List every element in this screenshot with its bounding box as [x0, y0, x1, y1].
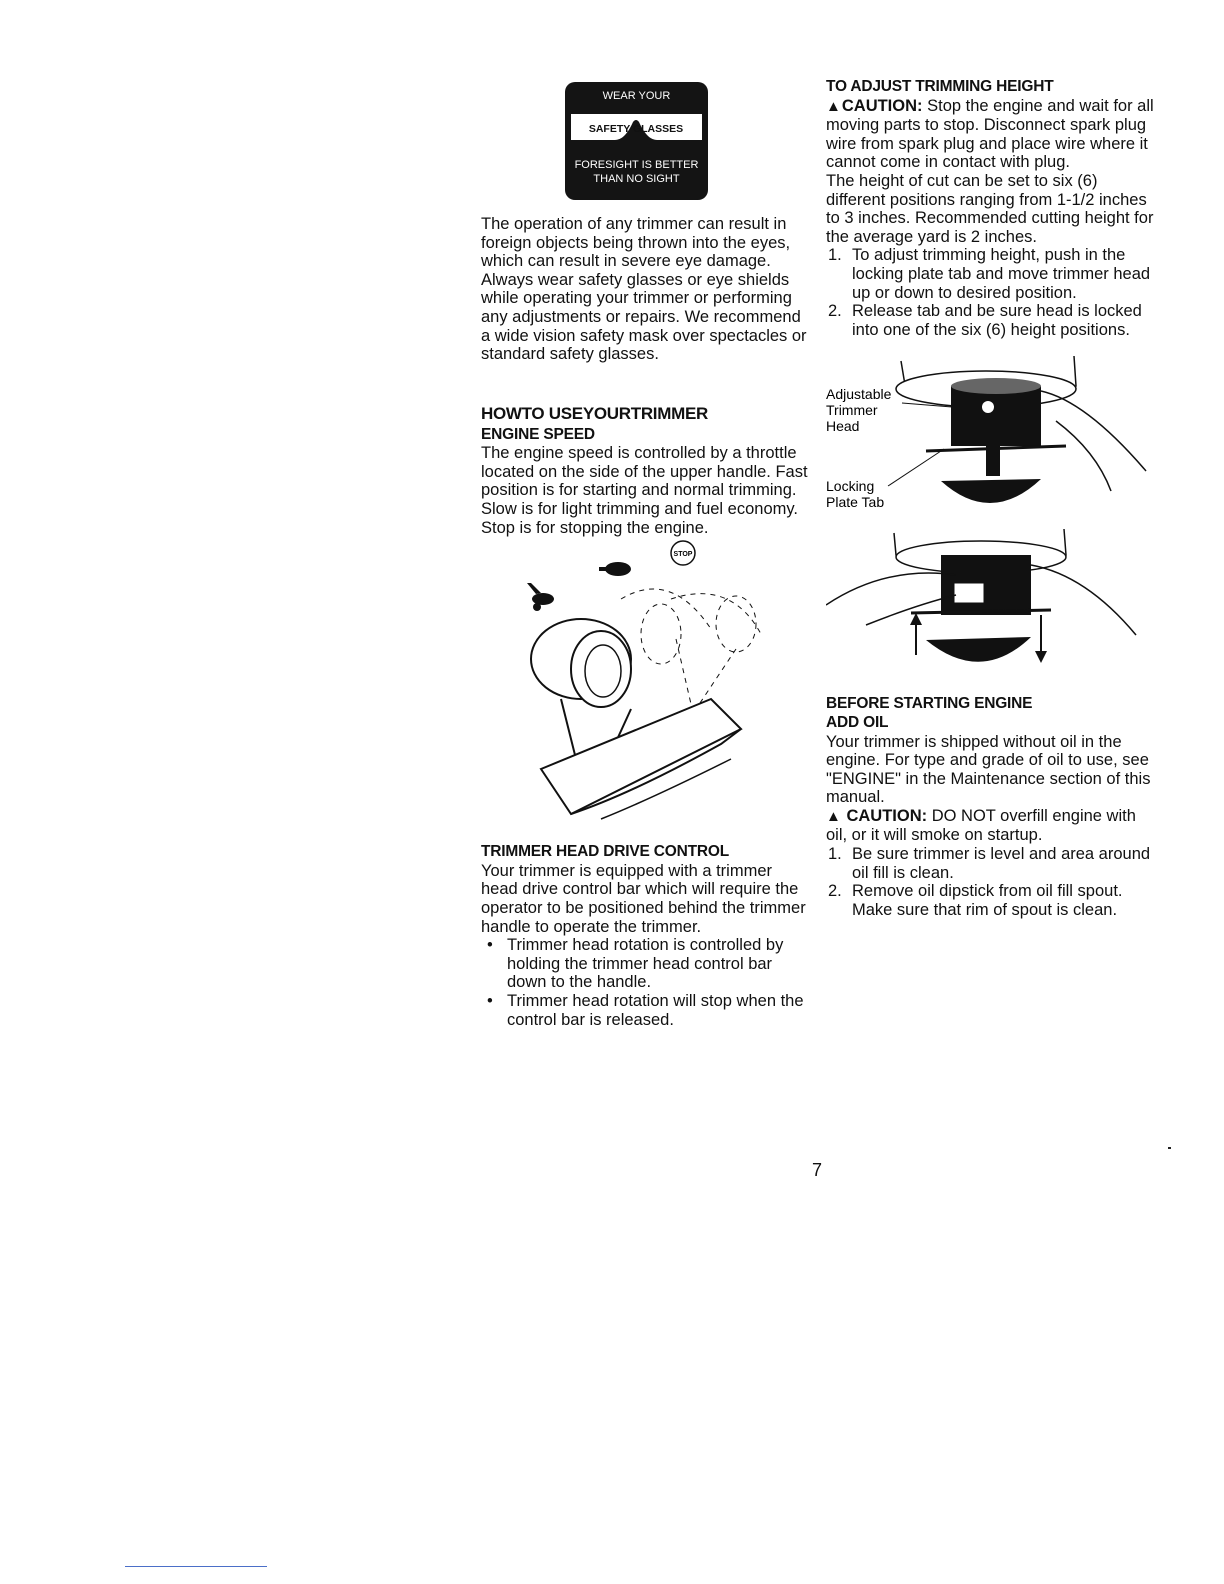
add-oil-heading: ADD OIL	[826, 713, 889, 731]
badge-line-1: WEAR YOUR	[602, 90, 671, 102]
stop-sign-icon	[671, 541, 695, 565]
before-starting-heading: BEFORE STARTING ENGINE	[826, 695, 1033, 713]
trimmer-head-figure-2	[826, 525, 1156, 685]
trimmer-head-figure-1	[826, 351, 1156, 521]
badge-band-text: SAFETY GLASSES	[588, 123, 684, 135]
list-item: • Trimmer head rotation is controlled by holding the trimmer head control bar down to the handle.	[487, 936, 784, 992]
throttle-illustration	[481, 539, 811, 839]
height-paragraph: The height of cut can be set to six (6) different positions ranging from 1-1/2 inches to 3 inches. Recommended cutting height for the average yard is 2 inches.	[826, 171, 1154, 246]
warning-icon: ▲	[826, 807, 841, 825]
stop-label: STOP	[673, 551, 693, 559]
list-item: 2. Release tab and be sure head is locked into one of the six (6) height positions.	[828, 302, 1142, 339]
list-item: 1. To adjust trimming height, push in the locking plate tab and move trimmer head up or down to desired position.	[828, 246, 1151, 302]
safety-glasses-icon	[569, 112, 704, 150]
oil-steps	[826, 845, 1156, 919]
stray-mark	[1168, 1147, 1171, 1149]
height-steps	[826, 246, 1156, 339]
caution-1: ▲CAUTION: Stop the engine and wait for all moving parts to stop. Disconnect spark plug wire from spark plug and place wire where it cannot come in contact with plug.	[826, 96, 1154, 172]
engine-speed-paragraph: The engine speed is controlled by a throttle located on the side of the upper handle. Fast position is for starting and normal trimming. Slow is for light trimming and fuel economy. Stop is for stopping the engine.	[481, 444, 808, 537]
label-head: Head	[826, 418, 860, 435]
drive-control-paragraph: Your trimmer is equipped with a trimmer head drive control bar which will require the operator to be positioned behind the trimmer handle to operate the trimmer.	[481, 861, 806, 936]
left-column	[481, 215, 811, 1029]
turtle-icon	[599, 562, 631, 576]
drive-control-bullets	[481, 936, 811, 1029]
list-item: 2. Remove oil dipstick from oil fill spout. Make sure that rim of spout is clean.	[828, 882, 1123, 919]
trimming-height-heading: TO ADJUST TRIMMING HEIGHT	[826, 78, 1054, 95]
footer-rule	[125, 1566, 267, 1567]
label-plate-tab: Plate Tab	[826, 494, 885, 511]
list-item: • Trimmer head rotation will stop when the control bar is released.	[487, 991, 804, 1029]
label-adjustable: Adjustable	[826, 386, 892, 403]
oil-paragraph: Your trimmer is shipped without oil in the engine. For type and grade of oil to use, see "ENGINE" in the Maintenance section of this manual.	[826, 732, 1151, 807]
drive-control-heading: TRIMMER HEAD DRIVE CONTROL	[481, 843, 729, 861]
right-column	[826, 78, 1156, 919]
engine-speed-heading: ENGINE SPEED	[481, 425, 595, 443]
caution-2: ▲ CAUTION: DO NOT overfill engine with oil, or it will smoke on startup.	[826, 806, 1136, 845]
label-locking: Locking	[826, 478, 875, 495]
label-trimmer: Trimmer	[826, 402, 878, 419]
list-item: 1. Be sure trimmer is level and area around oil fill is clean.	[828, 845, 1151, 882]
page-number: 7	[812, 1160, 823, 1180]
eye-safety-paragraph: The operation of any trimmer can result in foreign objects being thrown into the eyes, which can result in severe eye damage. Always wear safety glasses or eye shields while operating your trimmer or performing any adjustments or repairs. We recommend a wide vision safety mask over spectacles or standard safety glasses.	[481, 215, 807, 364]
howto-heading: HOWTO USEYOURTRIMMER	[481, 404, 708, 423]
rabbit-icon	[527, 583, 554, 611]
badge-line-3: FORESIGHT IS BETTER THAN NO SIGHT	[574, 159, 699, 185]
safety-glasses-badge	[565, 82, 708, 200]
warning-icon: ▲	[826, 97, 841, 115]
